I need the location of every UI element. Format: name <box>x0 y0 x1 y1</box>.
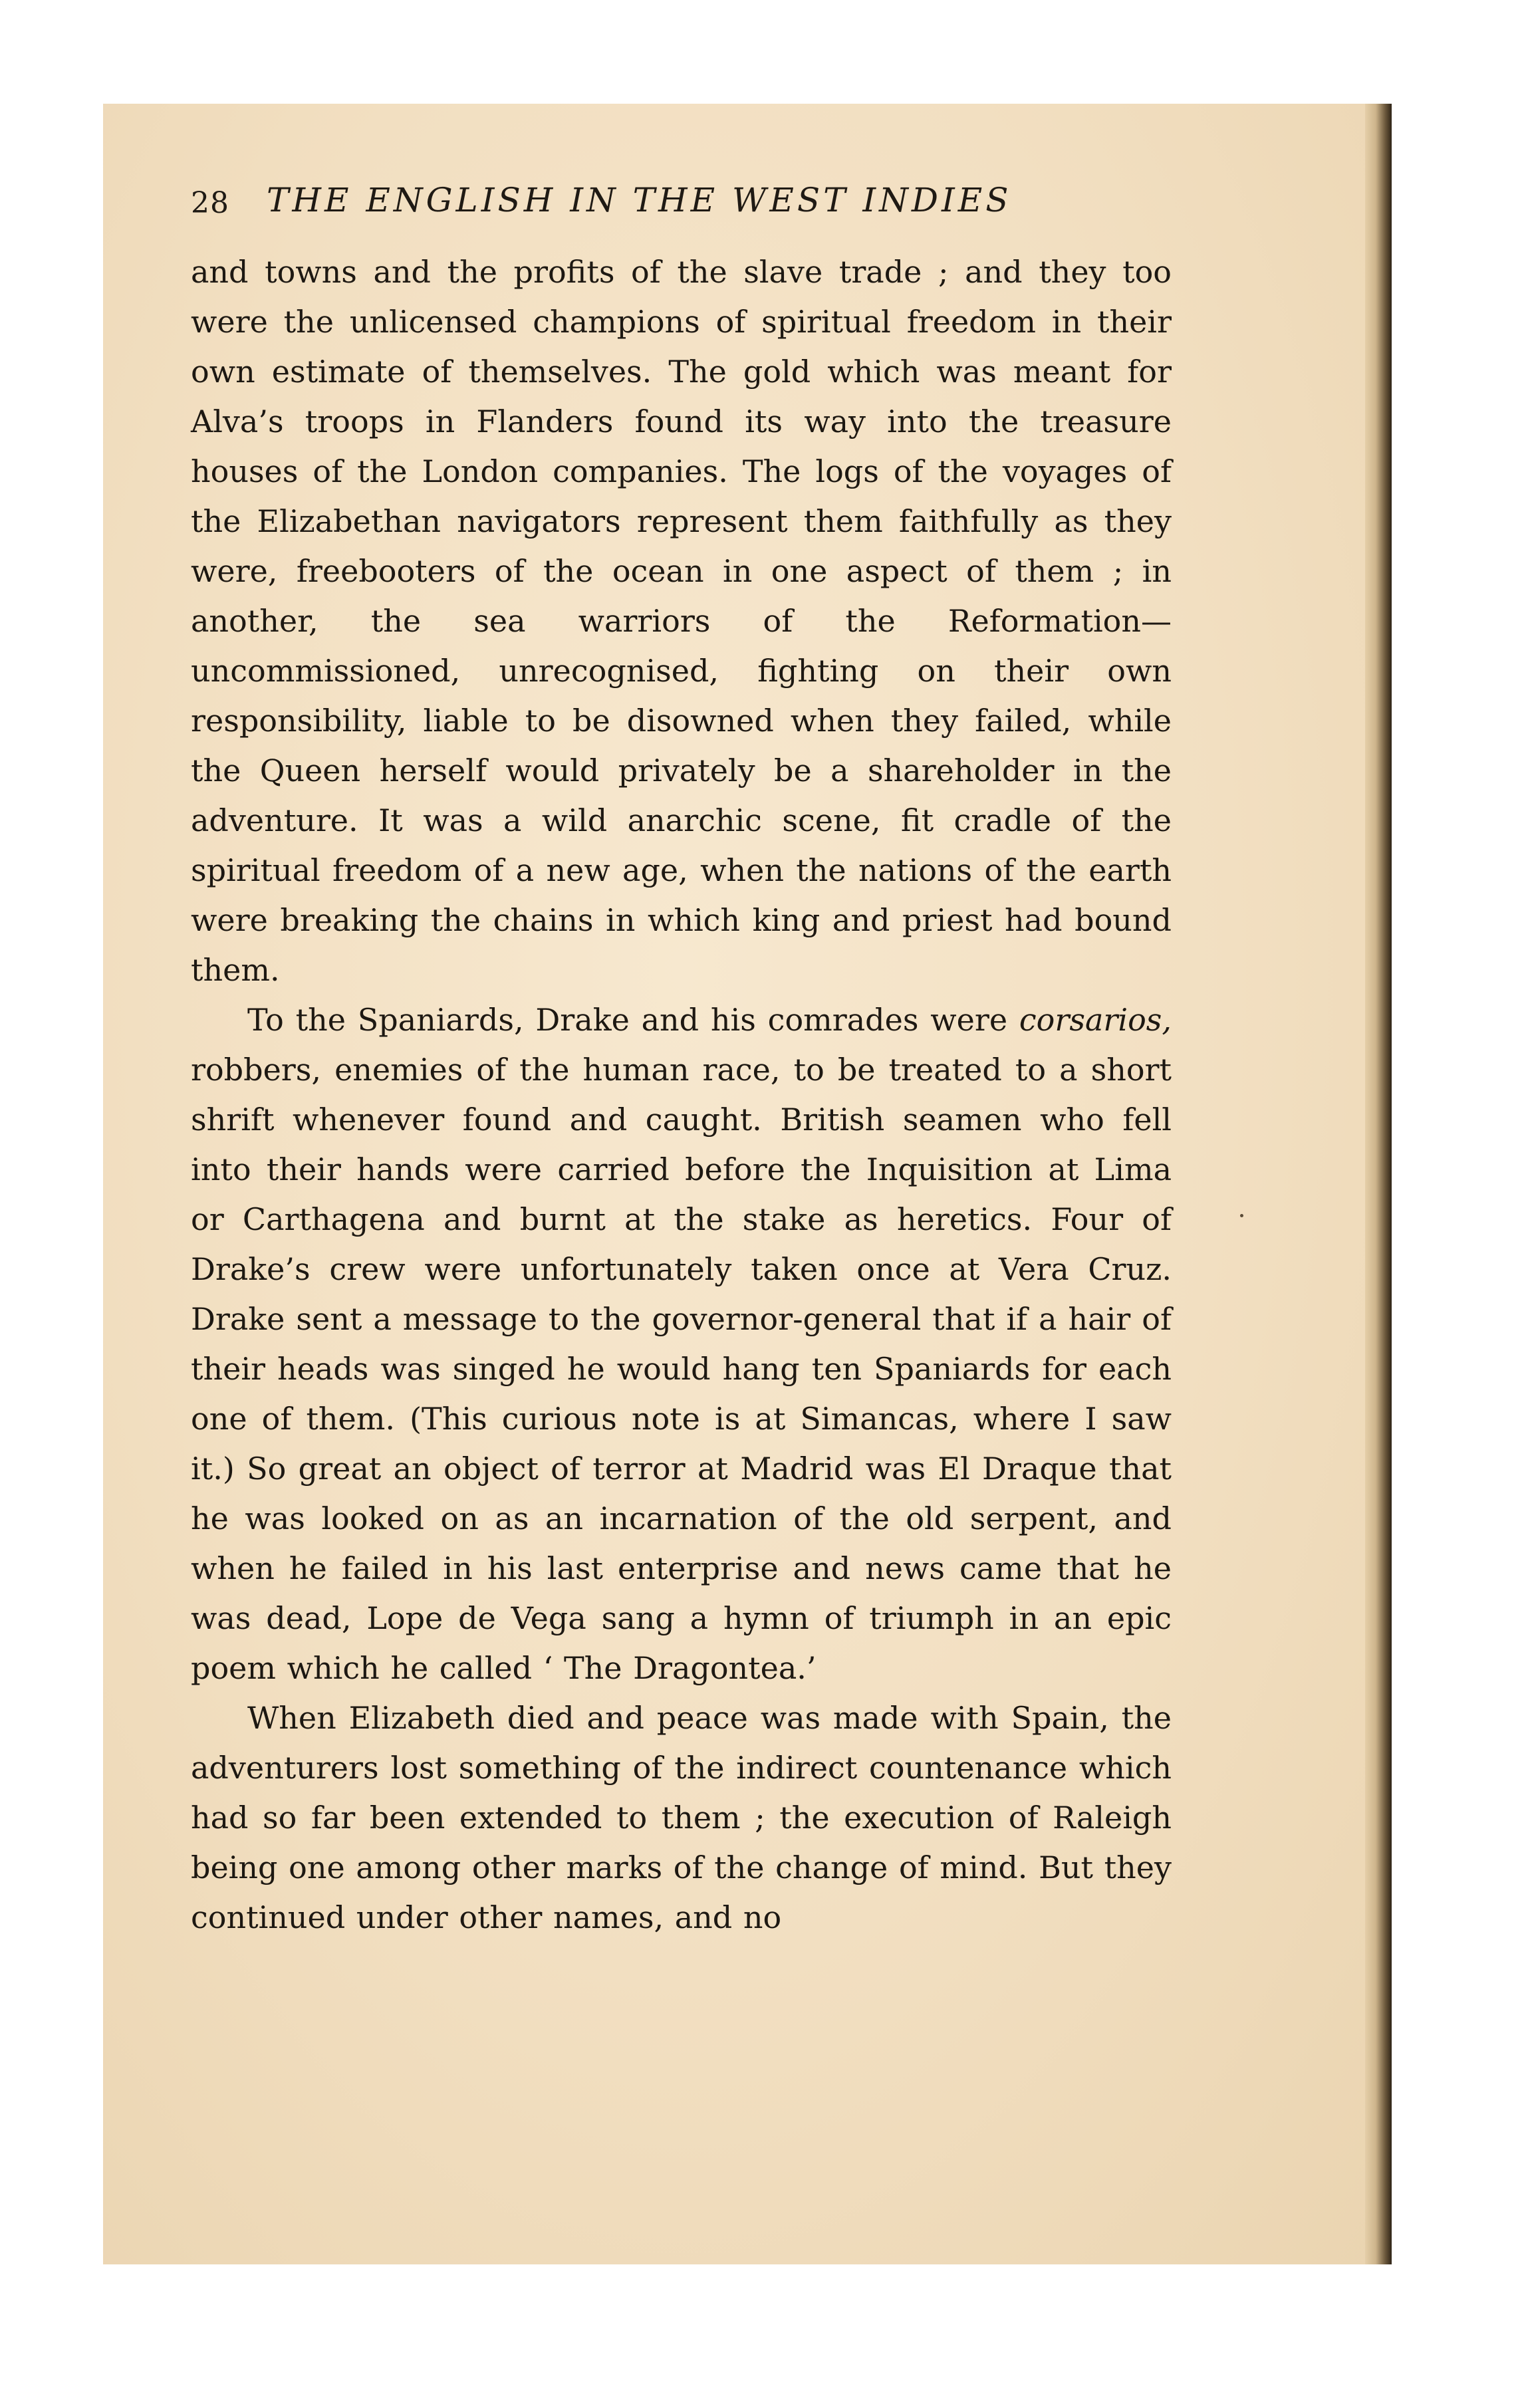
body-text <box>191 247 1172 1943</box>
paper-speck <box>1240 1214 1243 1217</box>
paragraph-2-lead: To the Spaniards, Drake and his comrades were <box>247 1002 1019 1038</box>
paragraph-2-rest: robbers, enemies of the human race, to be treated to a short shrift whenever found and caught. British seamen who fell into their hands were carried before the Inquisition at Lima or Carthagena and burnt at the stake as heretics. Four of Drake’s crew were unfortunately taken once at Vera Cruz. Drake sent a message to the governor-general that if a hair of their heads was singed he would hang ten Spaniards for each one of them. (This curious note is at Simancas, where I saw it.) So great an object of terror at Madrid was El Draque that he was looked on as an incarnation of the old serpent, and when he failed in his last enterprise and news came that he was dead, Lope de Vega sang a hymn of triumph in an epic poem which he called ‘ The Dragontea.’ <box>191 1052 1172 1686</box>
page-header <box>191 174 1175 247</box>
paragraph-2 <box>191 995 1172 1693</box>
book-gutter-shadow <box>1365 104 1392 2264</box>
paragraph-2-italic-word: corsarios, <box>1019 1002 1172 1038</box>
page-number: 28 <box>191 186 229 220</box>
paragraph-1: and towns and the profits of the slave trade ; and they too were the unlicensed champions of spiritual freedom in their own estimate of themselves. The gold which was meant for Alva’s troops in Flanders found its way into the treasure houses of the London companies. The logs of the voyages of the Elizabethan navigators represent them faithfully as they were, freebooters of the ocean in one aspect of them ; in another, the sea warriors of the Reformation—uncommissioned, unrecognised, fighting on their own responsibility, liable to be disowned when they failed, while the Queen herself would privately be a shareholder in the adventure. It was a wild anarchic scene, fit cradle of the spiritual freedom of a new age, when the nations of the earth were breaking the chains in which king and priest had bound them. <box>191 254 1172 988</box>
running-head: THE ENGLISH IN THE WEST INDIES <box>267 181 1012 219</box>
paragraph-3: When Elizabeth died and peace was made with Spain, the adventurers lost something of the indirect countenance which had so far been extended to them ; the execution of Raleigh being one among other marks of the change of mind. But they continued under other names, and no <box>191 1700 1172 1935</box>
